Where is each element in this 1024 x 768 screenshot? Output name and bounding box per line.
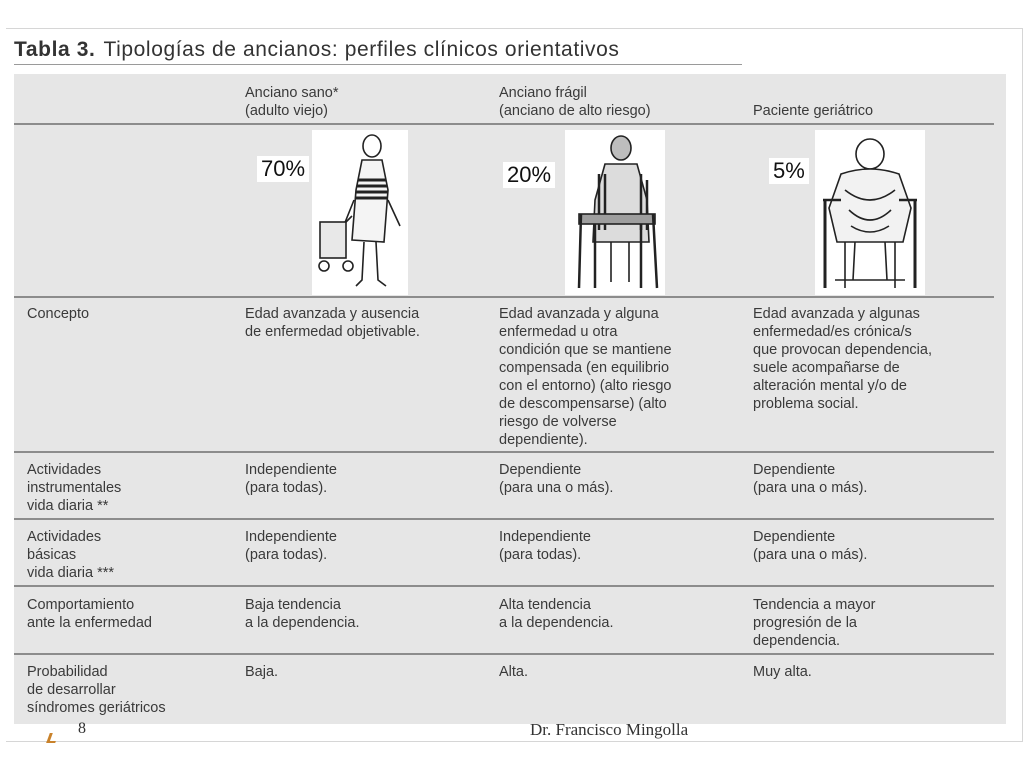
figures-divider xyxy=(14,296,994,298)
table-title-number: Tabla 3. xyxy=(14,38,96,61)
row-label-probabilidad: Probabilidad de desarrollar síndromes geriátricos xyxy=(27,664,166,716)
cell-concepto-sano: Edad avanzada y ausencia de enfermedad objetivable. xyxy=(245,306,420,340)
row-divider-instrumentales xyxy=(14,518,994,520)
header-divider xyxy=(14,123,994,125)
cell-basicas-fragil: Independiente (para todas). xyxy=(499,529,591,563)
cell-instrumentales-geriatrico: Dependiente (para una o más). xyxy=(753,462,868,496)
table-title xyxy=(14,38,620,62)
column-header-anciano-fragil: Anciano frágil (anciano de alto riesgo) xyxy=(499,85,651,119)
cell-comportamiento-fragil: Alta tendencia a la dependencia. xyxy=(499,597,614,631)
elderly-person-in-wheelchair-illustration xyxy=(815,130,925,295)
row-label-actividades-instrumentales: Actividades instrumentales vida diaria ** xyxy=(27,462,122,514)
table-title-text: Tipologías de ancianos: perfiles clínicos orientativos xyxy=(103,38,620,61)
footer-decoration xyxy=(46,733,59,743)
cell-concepto-fragil: Edad avanzada y alguna enfermedad u otra condición que se mantiene compensada (en equilibrio con el entorno) (alto riesgo de descompensarse) (alto riesgo de volverse dependiente). xyxy=(499,306,672,448)
cell-basicas-geriatrico: Dependiente (para una o más). xyxy=(753,529,868,563)
elderly-man-with-cart-illustration xyxy=(312,130,408,295)
row-divider-comportamiento xyxy=(14,653,994,655)
row-label-concepto: Concepto xyxy=(27,306,90,322)
percent-anciano-sano: 70% xyxy=(257,156,309,182)
footer-author: Dr. Francisco Mingolla xyxy=(530,720,689,739)
cell-probabilidad-geriatrico: Muy alta. xyxy=(753,664,812,680)
cell-basicas-sano: Independiente (para todas). xyxy=(245,529,337,563)
row-label-comportamiento: Comportamiento ante la enfermedad xyxy=(27,597,152,631)
cell-concepto-geriatrico: Edad avanzada y algunas enfermedad/es crónica/s que provocan dependencia, suele acompañarse de alteración mental y/o de problema social. xyxy=(753,306,932,412)
row-label-actividades-basicas: Actividades básicas vida diaria *** xyxy=(27,529,115,581)
cell-comportamiento-geriatrico: Tendencia a mayor progresión de la dependencia. xyxy=(753,597,876,649)
cell-comportamiento-sano: Baja tendencia a la dependencia. xyxy=(245,597,360,631)
elderly-woman-with-walker-illustration xyxy=(565,130,665,295)
cell-probabilidad-fragil: Alta. xyxy=(499,664,529,680)
slide-number: 8 xyxy=(78,720,86,737)
column-header-anciano-sano: Anciano sano* (adulto viejo) xyxy=(245,85,339,119)
cell-instrumentales-fragil: Dependiente (para una o más). xyxy=(499,462,614,496)
row-divider-basicas xyxy=(14,585,994,587)
row-divider-concepto xyxy=(14,451,994,453)
cell-instrumentales-sano: Independiente (para todas). xyxy=(245,462,337,496)
title-underline xyxy=(14,64,742,65)
cell-probabilidad-sano: Baja. xyxy=(245,664,279,680)
percent-paciente-geriatrico: 5% xyxy=(769,158,809,184)
column-header-paciente-geriatrico: Paciente geriátrico xyxy=(753,103,874,119)
percent-anciano-fragil: 20% xyxy=(503,162,555,188)
